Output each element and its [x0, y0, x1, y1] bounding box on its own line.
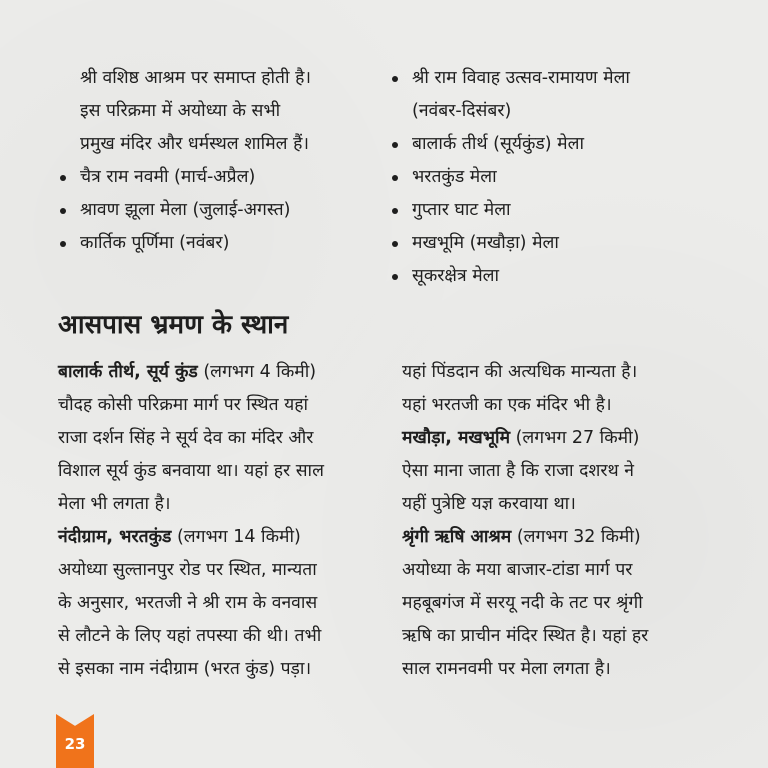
text-line: ऋषि का प्राचीन मंदिर स्थित है। यहां हर — [402, 626, 649, 646]
place-heading-line — [402, 521, 722, 554]
text-line: मेला भी लगता है। — [58, 494, 171, 514]
bottom-right-column — [402, 356, 722, 686]
list-item — [390, 62, 730, 128]
list-item: कार्तिक पूर्णिमा (नवंबर) — [58, 227, 378, 260]
list-item: भरतकुंड मेला — [390, 161, 730, 194]
place-title: नंदीग्राम, भरतकुंड — [58, 527, 172, 547]
text-line: इस परिक्रमा में अयोध्या के सभी — [80, 101, 281, 121]
text-line: महबूबगंज में सरयू नदी के तट पर श्रृंगी — [402, 593, 643, 613]
text-line: यहीं पुत्रेष्टि यज्ञ करवाया था। — [402, 494, 576, 514]
top-right-column — [390, 62, 730, 293]
text-line: के अनुसार, भरतजी ने श्री राम के वनवास — [58, 593, 318, 613]
place-distance: (लगभग 27 किमी) — [510, 428, 640, 448]
text-line: से इसका नाम नंदीग्राम (भरत कुंड) पड़ा। — [58, 659, 312, 679]
text-line: यहां पिंडदान की अत्यधिक मान्यता है। — [402, 362, 638, 382]
place-heading-line — [402, 422, 722, 455]
place-heading-line — [58, 356, 388, 389]
bottom-left-column — [58, 356, 388, 686]
festival-list — [58, 161, 378, 260]
list-item: मखभूमि (मखौड़ा) मेला — [390, 227, 730, 260]
place-distance: (लगभग 4 किमी) — [197, 362, 317, 382]
top-left-column — [58, 62, 378, 260]
text-line: अयोध्या सुल्तानपुर रोड पर स्थित, मान्यता — [58, 560, 317, 580]
text-line: साल रामनवमी पर मेला लगता है। — [402, 659, 611, 679]
section-heading: आसपास भ्रमण के स्थान — [58, 310, 289, 340]
place-heading-line — [58, 521, 388, 554]
place-title: बालार्क तीर्थ, सूर्य कुंड — [58, 362, 198, 382]
text-line: श्री वशिष्ठ आश्रम पर समाप्त होती है। — [80, 68, 312, 88]
list-item-line: श्री राम विवाह उत्सव-रामायण मेला — [412, 68, 630, 88]
place-title: मखौड़ा, मखभूमि — [402, 428, 511, 448]
text-line: ऐसा माना जाता है कि राजा दशरथ ने — [402, 461, 634, 481]
list-item: सूकरक्षेत्र मेला — [390, 260, 730, 293]
text-line: से लौटने के लिए यहां तपस्या की थी। तभी — [58, 626, 322, 646]
text-line: चौदह कोसी परिक्रमा मार्ग पर स्थित यहां — [58, 395, 309, 415]
list-item: चैत्र राम नवमी (मार्च-अप्रैल) — [58, 161, 378, 194]
text-line: प्रमुख मंदिर और धर्मस्थल शामिल हैं। — [80, 134, 310, 154]
fair-list — [390, 62, 730, 293]
list-item: बालार्क तीर्थ (सूर्यकुंड) मेला — [390, 128, 730, 161]
place-distance: (लगभग 32 किमी) — [511, 527, 641, 547]
page-number: 23 — [64, 735, 86, 753]
list-item-line: (नवंबर-दिसंबर) — [412, 101, 512, 121]
list-item: श्रावण झूला मेला (जुलाई-अगस्त) — [58, 194, 378, 227]
place-title: श्रृंगी ऋषि आश्रम — [402, 527, 512, 547]
list-item: गुप्तार घाट मेला — [390, 194, 730, 227]
place-distance: (लगभग 14 किमी) — [171, 527, 301, 547]
text-line: राजा दर्शन सिंह ने सूर्य देव का मंदिर और — [58, 428, 314, 448]
text-line: यहां भरतजी का एक मंदिर भी है। — [402, 395, 612, 415]
text-line: अयोध्या के मया बाजार-टांडा मार्ग पर — [402, 560, 633, 580]
text-line: विशाल सूर्य कुंड बनवाया था। यहां हर साल — [58, 461, 324, 481]
